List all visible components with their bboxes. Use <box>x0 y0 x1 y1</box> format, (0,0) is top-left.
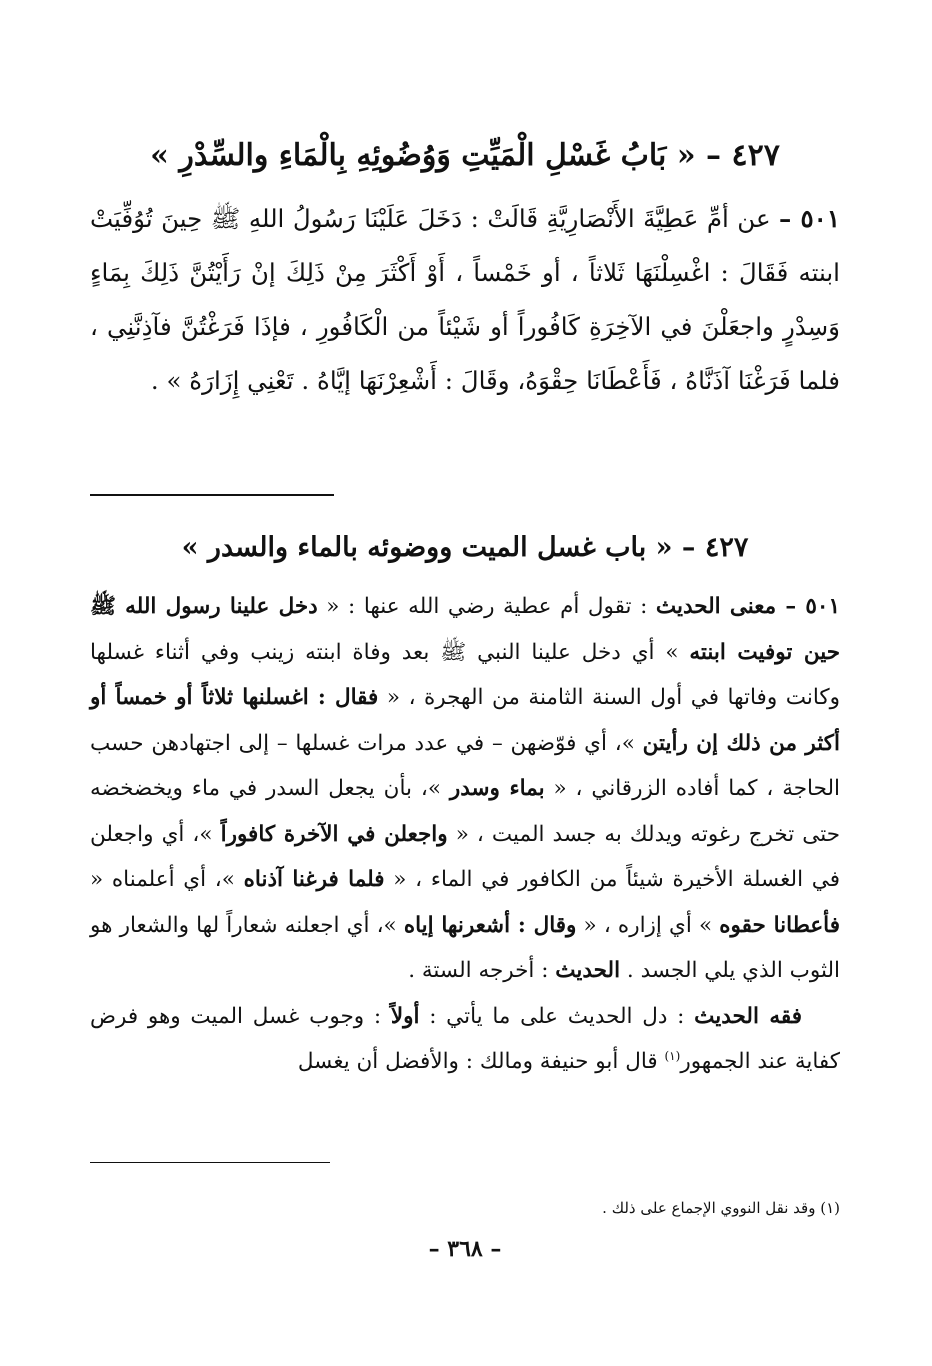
hadith-number: ٥٠١ – <box>779 204 840 233</box>
quoted-phrase: فلما فرغنا آذناه <box>243 867 385 892</box>
quoted-phrase: الحديث <box>555 958 621 983</box>
section-divider <box>90 494 334 496</box>
commentary-run: : أخرجه الستة . <box>408 958 556 983</box>
quoted-phrase: بماء وسدر <box>449 776 545 801</box>
quoted-phrase: فقال : اغسلنها ثلاثاً أو خمساً أو أكثر من ذلك إن رأيتن <box>90 685 840 756</box>
commentary-run: »، أي فوّضهن – في عدد مرات غسلها – إلى اجتهادهن حسب الحاجة ، كما أفاده الزرقاني ، « <box>90 730 840 801</box>
quoted-phrase: أولاً <box>390 1003 420 1029</box>
quoted-phrase: دخل علينا رسول الله ﷺ حين توفيت ابنته <box>90 594 841 665</box>
quoted-phrase: ٥٠١ – معنى الحديث <box>655 594 841 619</box>
chapter-heading-2: ٤٢٧ – « باب غسل الميت ووضوئه بالماء والسدر » <box>181 532 749 563</box>
fiqh-paragraph <box>90 994 840 1085</box>
commentary-text <box>90 584 840 1085</box>
commentary-run: : دل الحديث على ما يأتي : <box>419 1003 695 1029</box>
footnote: (١) وقد نقل النووي الإجماع على ذلك . <box>602 1199 840 1217</box>
hadith-text <box>90 192 840 408</box>
commentary-run: » أي دخل علينا النبي ﷺ بعد وفاة ابنته زينب وفي أثناء غسلها وكانت وفاتها في أول السنة الثامنة من الهجرة ، « <box>90 639 840 710</box>
commentary-run: »، أي أعلمناه « <box>90 867 244 892</box>
quoted-phrase: فقه الحديث <box>694 1003 802 1029</box>
page-number: – ٣٦٨ – <box>428 1236 502 1262</box>
chapter-heading-1: ٤٢٧ – « بَابُ غَسْلِ الْمَيِّتِ وَوُضُوئِهِ بِالْمَاءِ والسِّدْرِ » <box>150 138 780 173</box>
quoted-phrase: واجعلن في الآخرة كافوراً <box>220 821 448 847</box>
commentary-run: »، بأن يجعل السدر في ماء ويخضخضه حتى تخرج رغوته ويدلك به جسد الميت ، « <box>90 776 840 847</box>
hadith-body: عن أمِّ عَطِيَّةَ الأَنْصَارِيَّةِ قَالَتْ : دَخَلَ عَلَيْنَا رَسُولُ اللهِ ﷺ حِينَ تُوُفِّيَتْ ابنته فَقَالَ : اغْسِلْنَهَا ثَلاثاً ، أو خَمْساً ، أَوْ أَكْثَرَ مِنْ ذَلِكَ إنْ رَأَيْتُنَّ ذَلِكَ بِمَاءٍ وَسِدْرٍ واجعَلْنَ في الآخِرَةِ كَافُوراً أو شَيْئاً من الْكَافُورِ ، فإذَا فَرَغْتُنَّ فآذِنَّنِي ، فلما فَرَغْنَا آذَنَّاهُ ، فَأَعْطَانَا حِقْوَهُ، وقَالَ : أَشْعِرْنَهَا إيَّاهُ . تَعْنِي إِزَارَهُ » . <box>90 204 840 395</box>
footnote-marker: (١) <box>664 1048 681 1063</box>
commentary-run: » أي إزاره ، « <box>576 912 720 938</box>
book-page <box>90 0 840 1366</box>
commentary-run: : تقول أم عطية رضي الله عنها : « <box>317 594 656 619</box>
commentary-run: : وجوب غسل الميت وهو فرض كفاية عند الجمهور <box>90 1003 840 1074</box>
quoted-phrase: وقال : أشعرنها إياه <box>403 912 577 938</box>
commentary-run: »، أي واجعلن في الغسلة الأخيرة شيئاً من الكافور في الماء ، « <box>90 821 840 892</box>
footnote-divider <box>90 1162 330 1163</box>
commentary-paragraph <box>90 584 840 994</box>
commentary-run: قال أبو حنيفة ومالك : والأفضل أن يغسل <box>297 1049 665 1074</box>
commentary-run: »، أي اجعلنه شعاراً لها والشعار هو الثوب الذي يلي الجسد . <box>90 912 840 983</box>
quoted-phrase: فأعطانا حقوه <box>719 912 841 938</box>
